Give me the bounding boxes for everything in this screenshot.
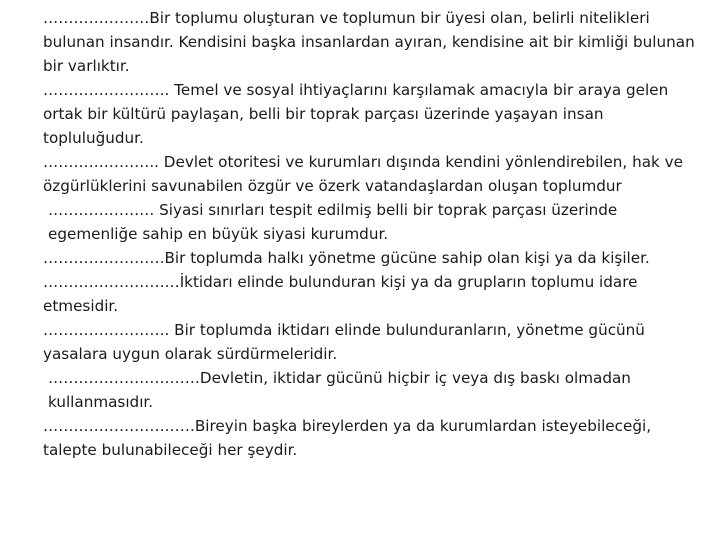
item-birey: …………………Bir toplumu oluşturan ve toplumun bir üyesi olan, belirli nitelikleri bulunan insandır. Kendisini başka insanlardan ayıran, kendisine ait bir kimliği bulunan bir varlıktır. bbox=[43, 9, 695, 75]
item-iktidar: ……………………Bir toplumda halkı yönetme gücüne sahip olan kişi ya da kişiler. bbox=[43, 249, 650, 267]
item-mesruiyet: ……………………. Bir toplumda iktidarı elinde bulunduranların, yönetme gücünü yasalara uygun olarak sürdürmeleridir. bbox=[43, 321, 645, 363]
item-sivil-toplum: ………………….. Devlet otoritesi ve kurumları dışında kendini yönlendirebilen, hak ve özgürlüklerini savunabilen özgür ve özerk vatandaşlardan oluşan toplumdur bbox=[43, 153, 683, 195]
worksheet-text bbox=[43, 6, 703, 462]
item-devlet: ………………… Siyasi sınırları tespit edilmiş belli bir toprak parçası üzerinde egemenliğe sahip en büyük siyasi kurumdur. bbox=[48, 201, 618, 243]
item-toplum: ……………………. Temel ve sosyal ihtiyaçlarını karşılamak amacıyla bir araya gelen ortak bir kültürü paylaşan, belli bir toprak parçası üzerinde yaşayan insan topluluğudur. bbox=[43, 81, 669, 147]
item-yonetim: ………………………İktidarı elinde bulunduran kişi ya da grupların toplumu idare etmesidir. bbox=[43, 273, 638, 315]
item-egemenlik: …………………………Devletin, iktidar gücünü hiçbir iç veya dış baskı olmadan kullanmasıdır. bbox=[48, 369, 631, 411]
item-hak: …………………………Bireyin başka bireylerden ya da kurumlardan isteyebileceği, talepte bulunabileceği her şeydir. bbox=[43, 417, 652, 459]
